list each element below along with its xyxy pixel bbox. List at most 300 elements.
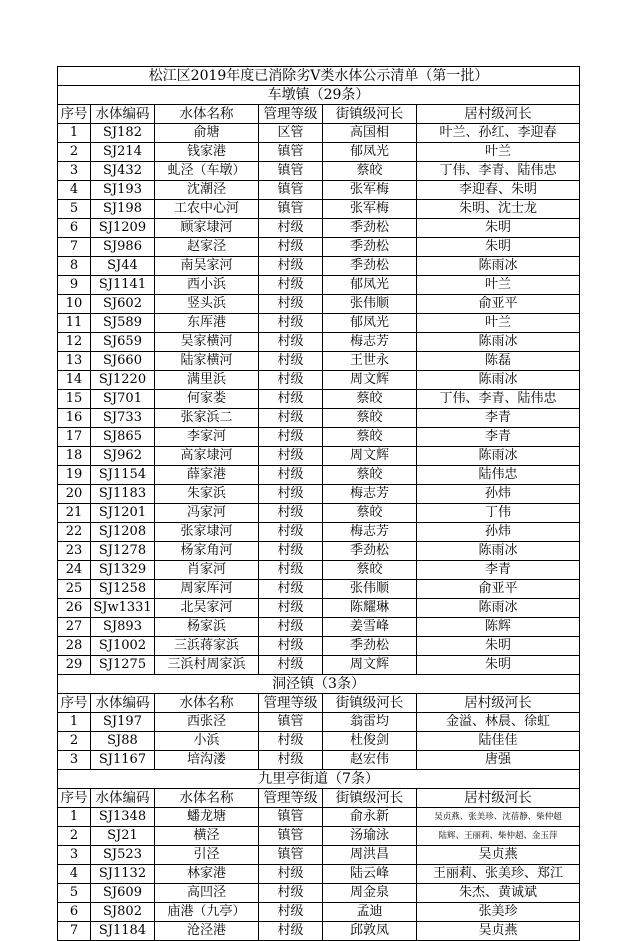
cell-col-town-chief: 周洪昌 [323, 846, 417, 865]
cell-col-village-chief: 陆辉、王丽莉、柴仲超、金玉萍 [417, 827, 580, 846]
cell-col-code: SJ659 [91, 333, 155, 352]
cell-col-level: 村级 [259, 333, 323, 352]
section-title: 洞泾镇（3条） [58, 675, 580, 694]
cell-col-name: 虬泾（车墩） [155, 162, 259, 181]
cell-col-village-chief: 陈雨冰 [417, 599, 580, 618]
cell-col-index: 16 [58, 409, 91, 428]
cell-col-village-chief: 丁伟、李青、陆伟忠 [417, 390, 580, 409]
cell-col-index: 2 [58, 732, 91, 751]
column-header-col-town-chief: 街镇级河长 [323, 789, 417, 808]
cell-col-town-chief: 王世永 [323, 352, 417, 371]
cell-col-index: 29 [58, 656, 91, 675]
column-header-col-town-chief: 街镇级河长 [323, 694, 417, 713]
cell-col-level: 村级 [259, 219, 323, 238]
cell-col-village-chief: 陈雨冰 [417, 542, 580, 561]
table-row [58, 637, 580, 656]
cell-col-town-chief: 赵宏伟 [323, 751, 417, 770]
cell-col-name: 肖家河 [155, 561, 259, 580]
cell-col-town-chief: 蔡皎 [323, 390, 417, 409]
cell-col-level: 村级 [259, 314, 323, 333]
cell-col-index: 10 [58, 295, 91, 314]
cell-col-level: 村级 [259, 466, 323, 485]
cell-col-level: 村级 [259, 884, 323, 903]
cell-col-code: SJ986 [91, 238, 155, 257]
cell-col-name: 张家浜二 [155, 409, 259, 428]
cell-col-town-chief: 郁凤光 [323, 314, 417, 333]
cell-col-name: 工农中心河 [155, 200, 259, 219]
table-row [58, 599, 580, 618]
cell-col-code: SJ432 [91, 162, 155, 181]
column-header-col-name: 水体名称 [155, 789, 259, 808]
cell-col-code: SJ1275 [91, 656, 155, 675]
cell-col-town-chief: 蔡皎 [323, 561, 417, 580]
cell-col-town-chief: 陈耀琳 [323, 599, 417, 618]
column-header-row [58, 105, 580, 124]
cell-col-index: 9 [58, 276, 91, 295]
cell-col-town-chief: 梅志芳 [323, 523, 417, 542]
cell-col-code: SJ1183 [91, 485, 155, 504]
cell-col-code: SJ1184 [91, 922, 155, 941]
cell-col-index: 4 [58, 181, 91, 200]
cell-col-code: SJ44 [91, 257, 155, 276]
cell-col-code: SJ893 [91, 618, 155, 637]
cell-col-name: 东厍港 [155, 314, 259, 333]
cell-col-village-chief: 俞亚平 [417, 295, 580, 314]
cell-col-name: 张家埭河 [155, 523, 259, 542]
cell-col-code: SJ865 [91, 428, 155, 447]
cell-col-town-chief: 梅志芳 [323, 485, 417, 504]
cell-col-village-chief: 孙炜 [417, 523, 580, 542]
cell-col-village-chief: 丁伟 [417, 504, 580, 523]
cell-col-town-chief: 俞永新 [323, 808, 417, 827]
cell-col-level: 镇管 [259, 846, 323, 865]
cell-col-index: 7 [58, 922, 91, 941]
cell-col-town-chief: 季劲松 [323, 542, 417, 561]
cell-col-town-chief: 杜俊剑 [323, 732, 417, 751]
table-row [58, 713, 580, 732]
column-header-col-index: 序号 [58, 694, 91, 713]
water-body-list-table [57, 66, 580, 941]
cell-col-town-chief: 季劲松 [323, 637, 417, 656]
cell-col-code: SJ1258 [91, 580, 155, 599]
cell-col-level: 镇管 [259, 808, 323, 827]
cell-col-name: 杨家浜 [155, 618, 259, 637]
table-row [58, 884, 580, 903]
cell-col-code: SJ1002 [91, 637, 155, 656]
cell-col-code: SJ1132 [91, 865, 155, 884]
cell-col-level: 村级 [259, 865, 323, 884]
cell-col-name: 三浜蒋家浜 [155, 637, 259, 656]
cell-col-level: 镇管 [259, 827, 323, 846]
table-title: 松江区2019年度已消除劣V类水体公示清单（第一批） [58, 67, 580, 86]
cell-col-index: 5 [58, 884, 91, 903]
cell-col-name: 引泾 [155, 846, 259, 865]
cell-col-name: 何家娄 [155, 390, 259, 409]
cell-col-village-chief: 孙炜 [417, 485, 580, 504]
cell-col-town-chief: 周文辉 [323, 371, 417, 390]
cell-col-level: 村级 [259, 903, 323, 922]
cell-col-name: 薛家港 [155, 466, 259, 485]
cell-col-name: 小浜 [155, 732, 259, 751]
cell-col-name: 朱家浜 [155, 485, 259, 504]
cell-col-village-chief: 王丽莉、张美珍、郑江 [417, 865, 580, 884]
cell-col-name: 冯家河 [155, 504, 259, 523]
cell-col-village-chief: 李青 [417, 428, 580, 447]
table-row [58, 333, 580, 352]
column-header-col-level: 管理等级 [259, 789, 323, 808]
cell-col-index: 23 [58, 542, 91, 561]
cell-col-village-chief: 李青 [417, 409, 580, 428]
cell-col-village-chief: 朱明 [417, 656, 580, 675]
cell-col-village-chief: 陆佳佳 [417, 732, 580, 751]
cell-col-name: 林家港 [155, 865, 259, 884]
column-header-col-village-chief: 居村级河长 [417, 789, 580, 808]
cell-col-name: 钱家港 [155, 143, 259, 162]
cell-col-index: 5 [58, 200, 91, 219]
cell-col-level: 村级 [259, 922, 323, 941]
cell-col-name: 李家河 [155, 428, 259, 447]
cell-col-index: 21 [58, 504, 91, 523]
table-row [58, 542, 580, 561]
cell-col-code: SJ1167 [91, 751, 155, 770]
cell-col-village-chief: 丁伟、李青、陆伟忠 [417, 162, 580, 181]
cell-col-name: 高凹泾 [155, 884, 259, 903]
table-row [58, 561, 580, 580]
cell-col-index: 27 [58, 618, 91, 637]
cell-col-index: 2 [58, 827, 91, 846]
table-row [58, 447, 580, 466]
table-row [58, 124, 580, 143]
cell-col-village-chief: 朱明 [417, 637, 580, 656]
table-row [58, 523, 580, 542]
column-header-row [58, 789, 580, 808]
cell-col-index: 14 [58, 371, 91, 390]
cell-col-village-chief: 金溢、林晨、徐虹 [417, 713, 580, 732]
cell-col-code: SJ1220 [91, 371, 155, 390]
cell-col-name: 陆家横河 [155, 352, 259, 371]
cell-col-town-chief: 汤瑜泳 [323, 827, 417, 846]
table-row [58, 865, 580, 884]
table-row [58, 257, 580, 276]
cell-col-level: 村级 [259, 485, 323, 504]
cell-col-village-chief: 吴贞燕 [417, 922, 580, 941]
cell-col-level: 村级 [259, 504, 323, 523]
table-row [58, 352, 580, 371]
cell-col-level: 村级 [259, 523, 323, 542]
cell-col-town-chief: 蔡皎 [323, 504, 417, 523]
cell-col-index: 25 [58, 580, 91, 599]
table-row [58, 618, 580, 637]
cell-col-index: 1 [58, 124, 91, 143]
cell-col-level: 村级 [259, 656, 323, 675]
cell-col-name: 蟠龙塘 [155, 808, 259, 827]
cell-col-level: 村级 [259, 257, 323, 276]
cell-col-index: 3 [58, 162, 91, 181]
column-header-col-level: 管理等级 [259, 105, 323, 124]
cell-col-code: SJ1208 [91, 523, 155, 542]
table-row [58, 200, 580, 219]
cell-col-town-chief: 季劲松 [323, 238, 417, 257]
section-title-row [58, 86, 580, 105]
table-title-row [58, 67, 580, 86]
table-row [58, 238, 580, 257]
cell-col-index: 6 [58, 219, 91, 238]
column-header-col-code: 水体编码 [91, 789, 155, 808]
cell-col-level: 村级 [259, 751, 323, 770]
table-row [58, 181, 580, 200]
cell-col-town-chief: 蔡皎 [323, 466, 417, 485]
column-header-col-village-chief: 居村级河长 [417, 105, 580, 124]
cell-col-code: SJ214 [91, 143, 155, 162]
cell-col-level: 村级 [259, 561, 323, 580]
cell-col-name: 横泾 [155, 827, 259, 846]
cell-col-village-chief: 唐强 [417, 751, 580, 770]
cell-col-town-chief: 张军梅 [323, 181, 417, 200]
cell-col-index: 15 [58, 390, 91, 409]
cell-col-index: 3 [58, 846, 91, 865]
cell-col-index: 18 [58, 447, 91, 466]
table-row [58, 751, 580, 770]
cell-col-code: SJ197 [91, 713, 155, 732]
cell-col-town-chief: 郁凤光 [323, 143, 417, 162]
cell-col-name: 竖头浜 [155, 295, 259, 314]
table-row [58, 466, 580, 485]
cell-col-name: 庙港（九亭） [155, 903, 259, 922]
cell-col-town-chief: 陆云峰 [323, 865, 417, 884]
table-row [58, 162, 580, 181]
table-row [58, 903, 580, 922]
cell-col-index: 19 [58, 466, 91, 485]
cell-col-village-chief: 叶兰、孙红、李迎春 [417, 124, 580, 143]
cell-col-village-chief: 陈辉 [417, 618, 580, 637]
cell-col-index: 11 [58, 314, 91, 333]
table-row [58, 827, 580, 846]
cell-col-level: 村级 [259, 238, 323, 257]
cell-col-level: 村级 [259, 618, 323, 637]
cell-col-village-chief: 叶兰 [417, 314, 580, 333]
cell-col-town-chief: 孟迪 [323, 903, 417, 922]
cell-col-index: 28 [58, 637, 91, 656]
cell-col-index: 8 [58, 257, 91, 276]
cell-col-name: 杨家角河 [155, 542, 259, 561]
table-row [58, 390, 580, 409]
cell-col-village-chief: 吴贞燕 [417, 846, 580, 865]
section-title: 九里亭街道（7条） [58, 770, 580, 789]
cell-col-level: 村级 [259, 352, 323, 371]
column-header-col-name: 水体名称 [155, 105, 259, 124]
table-row [58, 276, 580, 295]
cell-col-level: 镇管 [259, 162, 323, 181]
cell-col-village-chief: 吴贞燕、张美珍、沈蓓静、柴仲超 [417, 808, 580, 827]
cell-col-village-chief: 陈雨冰 [417, 333, 580, 352]
cell-col-index: 12 [58, 333, 91, 352]
table-row [58, 922, 580, 941]
cell-col-level: 村级 [259, 390, 323, 409]
cell-col-index: 17 [58, 428, 91, 447]
cell-col-code: SJ1278 [91, 542, 155, 561]
column-header-col-village-chief: 居村级河长 [417, 694, 580, 713]
cell-col-index: 20 [58, 485, 91, 504]
cell-col-name: 赵家泾 [155, 238, 259, 257]
cell-col-code: SJ733 [91, 409, 155, 428]
cell-col-level: 村级 [259, 599, 323, 618]
table-row [58, 371, 580, 390]
cell-col-level: 镇管 [259, 713, 323, 732]
cell-col-code: SJ198 [91, 200, 155, 219]
cell-col-index: 6 [58, 903, 91, 922]
column-header-col-town-chief: 街镇级河长 [323, 105, 417, 124]
cell-col-level: 村级 [259, 428, 323, 447]
cell-col-level: 镇管 [259, 143, 323, 162]
cell-col-index: 1 [58, 808, 91, 827]
table-row [58, 504, 580, 523]
cell-col-village-chief: 叶兰 [417, 276, 580, 295]
column-header-col-index: 序号 [58, 105, 91, 124]
cell-col-town-chief: 翁雷均 [323, 713, 417, 732]
cell-col-name: 西小浜 [155, 276, 259, 295]
cell-col-level: 村级 [259, 409, 323, 428]
cell-col-index: 24 [58, 561, 91, 580]
cell-col-village-chief: 俞亚平 [417, 580, 580, 599]
cell-col-level: 区管 [259, 124, 323, 143]
cell-col-town-chief: 蔡皎 [323, 428, 417, 447]
table-row [58, 580, 580, 599]
cell-col-village-chief: 陈雨冰 [417, 371, 580, 390]
section-title-row [58, 675, 580, 694]
cell-col-code: SJ88 [91, 732, 155, 751]
cell-col-code: SJ1141 [91, 276, 155, 295]
cell-col-index: 4 [58, 865, 91, 884]
table-row [58, 428, 580, 447]
cell-col-code: SJ609 [91, 884, 155, 903]
cell-col-index: 22 [58, 523, 91, 542]
cell-col-village-chief: 朱明、沈士龙 [417, 200, 580, 219]
cell-col-name: 沧泾港 [155, 922, 259, 941]
table-row [58, 656, 580, 675]
cell-col-village-chief: 陈磊 [417, 352, 580, 371]
cell-col-index: 26 [58, 599, 91, 618]
table-row [58, 485, 580, 504]
cell-col-code: SJ802 [91, 903, 155, 922]
cell-col-code: SJ1201 [91, 504, 155, 523]
cell-col-name: 俞塘 [155, 124, 259, 143]
cell-col-index: 1 [58, 713, 91, 732]
table-row [58, 314, 580, 333]
cell-col-town-chief: 季劲松 [323, 219, 417, 238]
cell-col-index: 13 [58, 352, 91, 371]
cell-col-name: 沈潮泾 [155, 181, 259, 200]
table-row [58, 846, 580, 865]
cell-col-level: 村级 [259, 580, 323, 599]
cell-col-town-chief: 张伟顺 [323, 580, 417, 599]
column-header-col-level: 管理等级 [259, 694, 323, 713]
table-row [58, 808, 580, 827]
cell-col-code: SJ962 [91, 447, 155, 466]
column-header-col-code: 水体编码 [91, 105, 155, 124]
column-header-col-index: 序号 [58, 789, 91, 808]
column-header-row [58, 694, 580, 713]
cell-col-town-chief: 郁凤光 [323, 276, 417, 295]
table-row [58, 295, 580, 314]
cell-col-name: 满里浜 [155, 371, 259, 390]
cell-col-town-chief: 梅志芳 [323, 333, 417, 352]
section-title-row [58, 770, 580, 789]
cell-col-village-chief: 张美珍 [417, 903, 580, 922]
cell-col-code: SJ193 [91, 181, 155, 200]
cell-col-town-chief: 高国相 [323, 124, 417, 143]
cell-col-town-chief: 周文辉 [323, 447, 417, 466]
cell-col-name: 顾家埭河 [155, 219, 259, 238]
cell-col-level: 村级 [259, 732, 323, 751]
cell-col-code: SJ21 [91, 827, 155, 846]
cell-col-index: 7 [58, 238, 91, 257]
cell-col-village-chief: 朱杰、黄诚斌 [417, 884, 580, 903]
cell-col-name: 南吴家河 [155, 257, 259, 276]
cell-col-level: 村级 [259, 295, 323, 314]
cell-col-level: 村级 [259, 276, 323, 295]
cell-col-code: SJ1154 [91, 466, 155, 485]
cell-col-town-chief: 张军梅 [323, 200, 417, 219]
cell-col-village-chief: 朱明 [417, 219, 580, 238]
cell-col-town-chief: 周金泉 [323, 884, 417, 903]
cell-col-level: 镇管 [259, 200, 323, 219]
cell-col-village-chief: 李青 [417, 561, 580, 580]
cell-col-name: 周家厍河 [155, 580, 259, 599]
table-row [58, 732, 580, 751]
table-row [58, 409, 580, 428]
cell-col-village-chief: 陆伟忠 [417, 466, 580, 485]
cell-col-code: SJ1329 [91, 561, 155, 580]
cell-col-town-chief: 张伟顺 [323, 295, 417, 314]
cell-col-code: SJw1331 [91, 599, 155, 618]
cell-col-name: 培沟溇 [155, 751, 259, 770]
cell-col-code: SJ602 [91, 295, 155, 314]
section-title: 车墩镇（29条） [58, 86, 580, 105]
cell-col-level: 村级 [259, 447, 323, 466]
cell-col-town-chief: 周文辉 [323, 656, 417, 675]
cell-col-name: 高家埭河 [155, 447, 259, 466]
cell-col-level: 村级 [259, 542, 323, 561]
cell-col-town-chief: 蔡皎 [323, 409, 417, 428]
cell-col-name: 吴家横河 [155, 333, 259, 352]
cell-col-village-chief: 陈雨冰 [417, 447, 580, 466]
cell-col-name: 西张泾 [155, 713, 259, 732]
table-row [58, 219, 580, 238]
cell-col-code: SJ523 [91, 846, 155, 865]
cell-col-code: SJ1348 [91, 808, 155, 827]
cell-col-level: 村级 [259, 637, 323, 656]
cell-col-index: 2 [58, 143, 91, 162]
cell-col-code: SJ1209 [91, 219, 155, 238]
cell-col-village-chief: 朱明 [417, 238, 580, 257]
cell-col-code: SJ182 [91, 124, 155, 143]
cell-col-code: SJ589 [91, 314, 155, 333]
cell-col-village-chief: 叶兰 [417, 143, 580, 162]
cell-col-village-chief: 陈雨冰 [417, 257, 580, 276]
column-header-col-code: 水体编码 [91, 694, 155, 713]
cell-col-level: 村级 [259, 371, 323, 390]
cell-col-village-chief: 李迎春、朱明 [417, 181, 580, 200]
cell-col-town-chief: 邱敦凤 [323, 922, 417, 941]
cell-col-town-chief: 季劲松 [323, 257, 417, 276]
cell-col-code: SJ701 [91, 390, 155, 409]
table-row [58, 143, 580, 162]
cell-col-code: SJ660 [91, 352, 155, 371]
cell-col-town-chief: 姜雪峰 [323, 618, 417, 637]
cell-col-town-chief: 蔡皎 [323, 162, 417, 181]
cell-col-index: 3 [58, 751, 91, 770]
cell-col-level: 镇管 [259, 181, 323, 200]
